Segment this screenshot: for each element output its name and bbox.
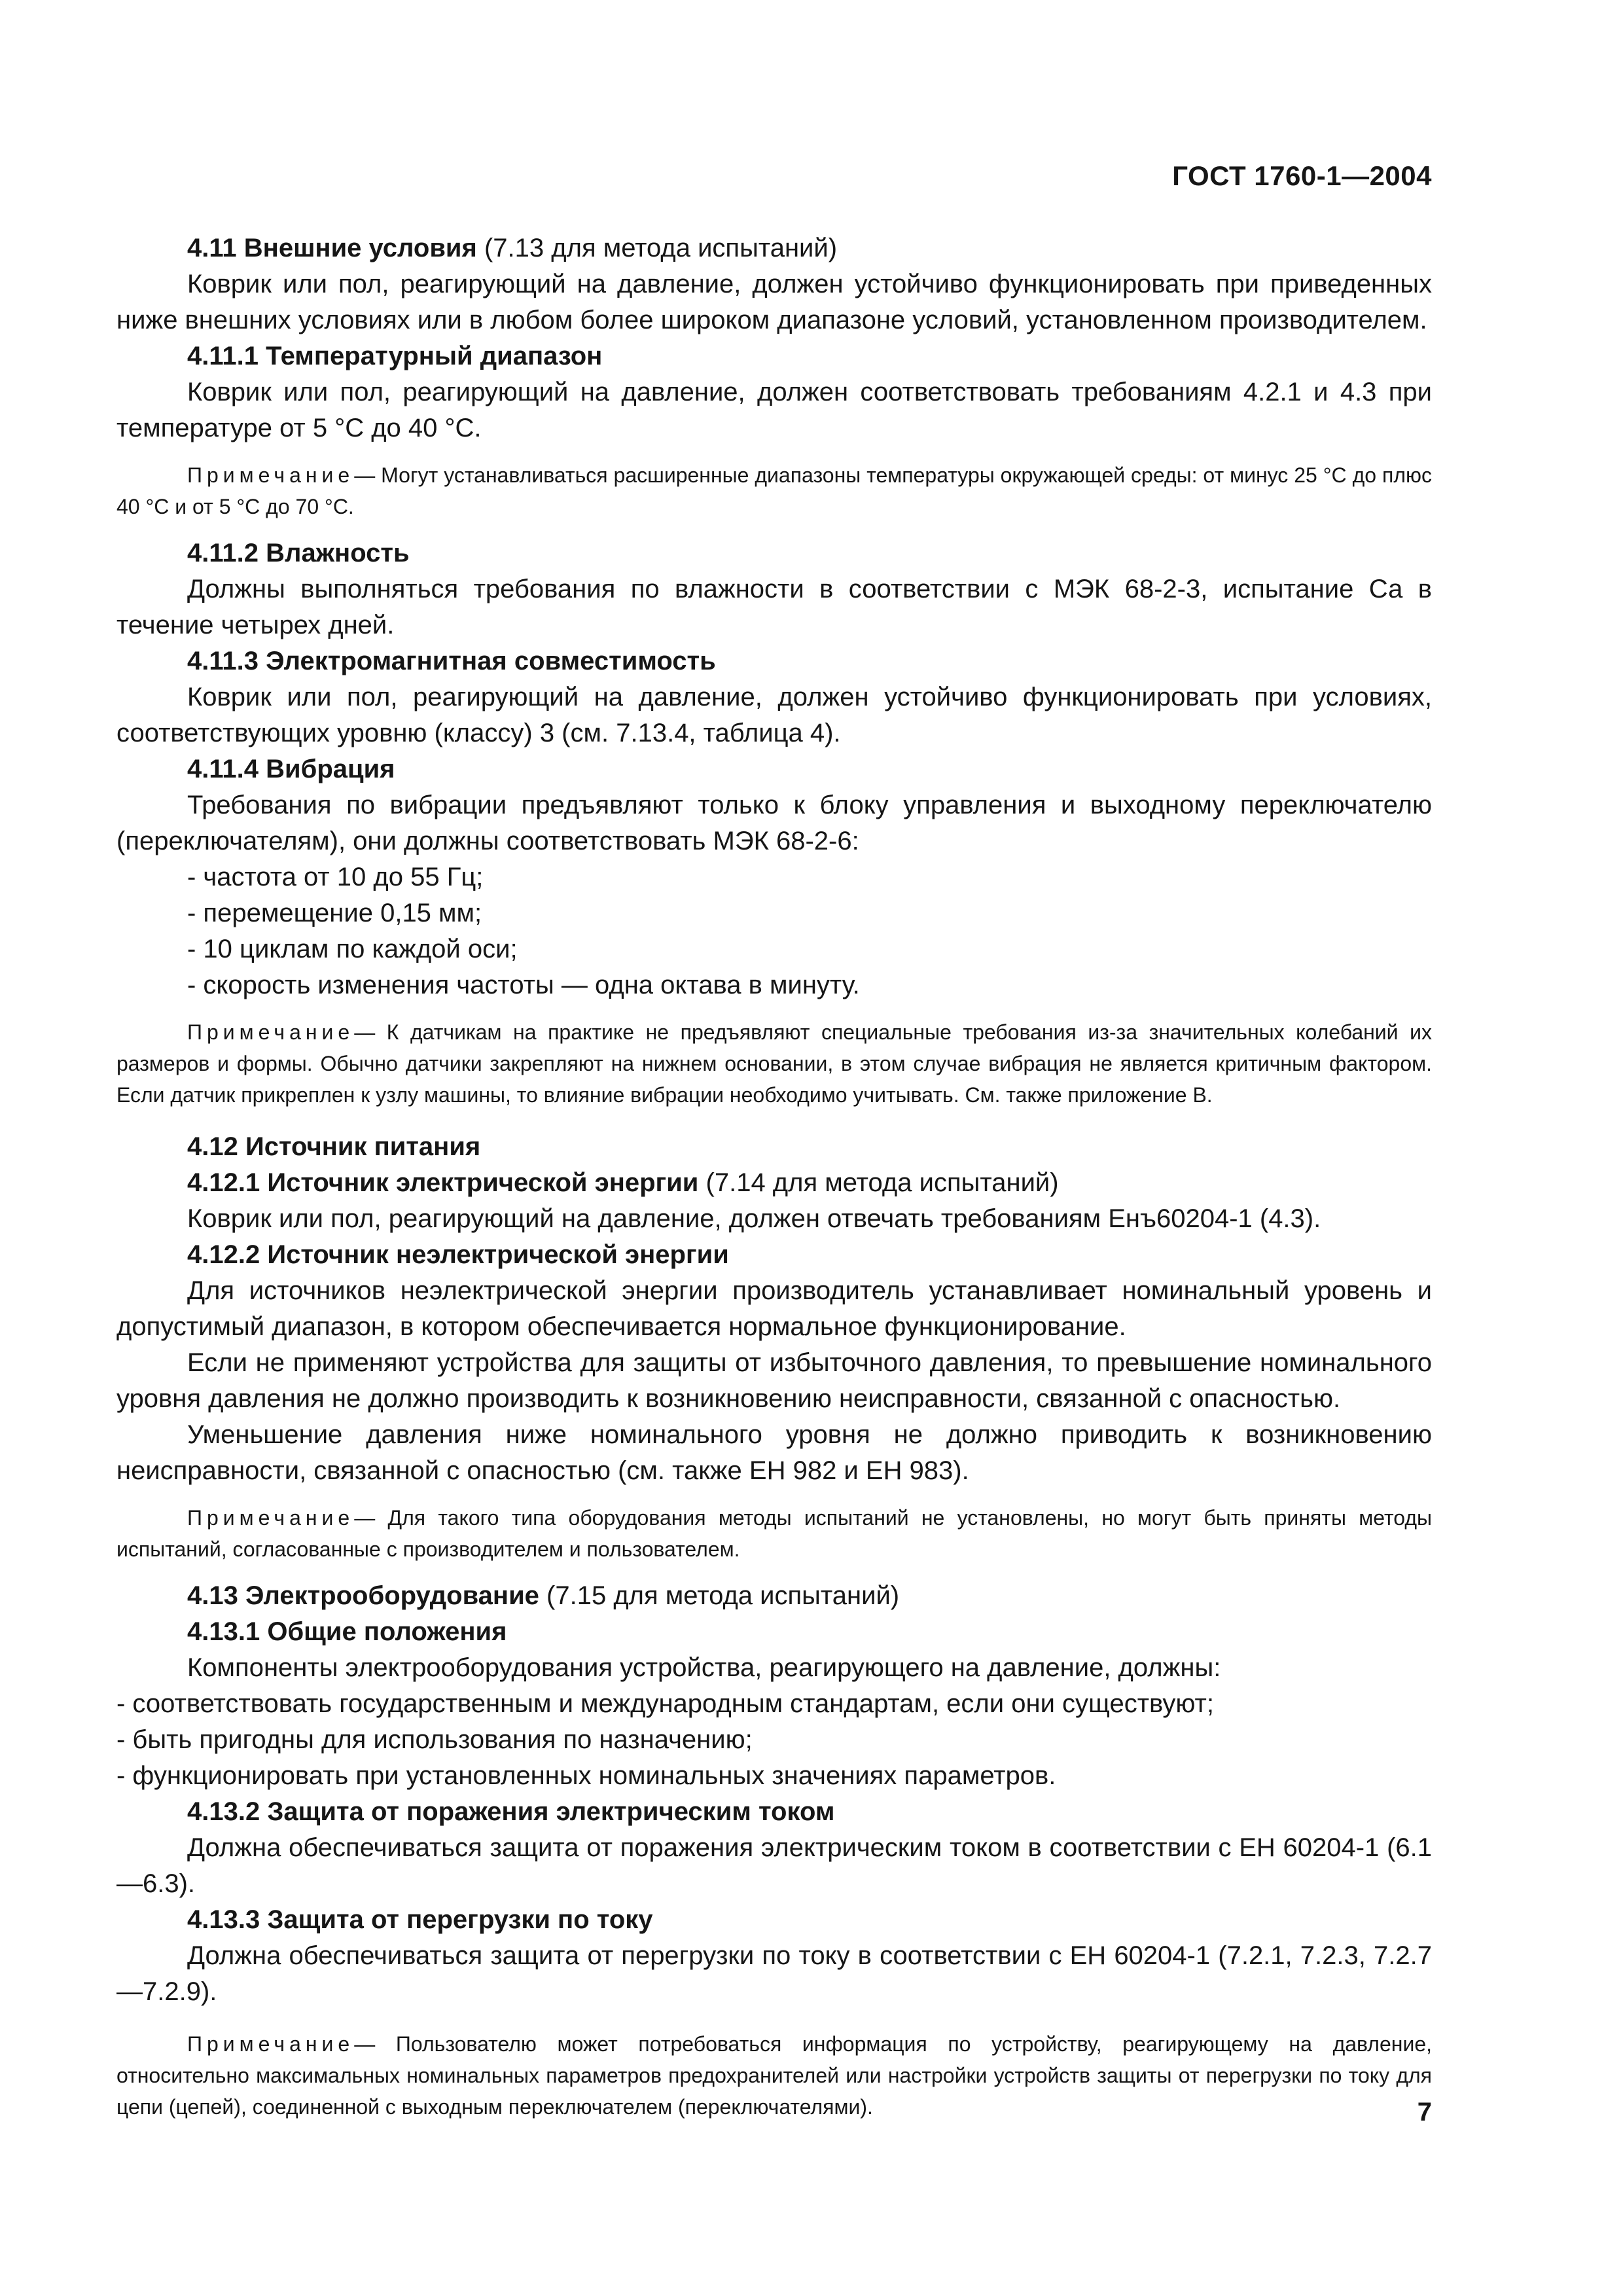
paragraph: Требования по вибрации предъявляют только к блоку управления и выходному переключателю (переключателям), они должны соответствовать МЭК 68-2-6: [116, 791, 1432, 855]
section-4-12-heading [116, 1129, 1432, 1165]
section-4-11-3-heading [116, 643, 1432, 679]
list-item: - быть пригодны для использования по назначению; [116, 1725, 753, 1754]
section-ref: (7.15 для метода испытаний) [546, 1581, 900, 1610]
note [116, 459, 1432, 522]
section-title: Электромагнитная совместимость [266, 647, 716, 675]
section-title: Источник питания [245, 1132, 481, 1161]
page-number: 7 [1417, 2098, 1432, 2126]
section-title: Общие положения [267, 1617, 507, 1646]
list-item: - скорость изменения частоты — одна октава в минуту. [187, 971, 860, 999]
section-number: 4.11.2 [187, 539, 259, 567]
section-number: 4.12 [187, 1132, 238, 1161]
section-number: 4.11.1 [187, 342, 259, 370]
section-title: Защита от поражения электрическим током [267, 1797, 835, 1826]
section-4-13-3-heading [116, 1902, 1432, 1938]
section-4-13-heading [116, 1578, 1432, 1614]
paragraph: Коврик или пол, реагирующий на давление, должен устойчиво функционировать при условиях, соответствующих уровню (классу) 3 (см. 7.13.4, таблица 4). [116, 683, 1432, 747]
note-label: Примечание [187, 1506, 355, 1530]
section-title: Электрооборудование [245, 1581, 539, 1610]
list-item: - соответствовать государственным и международным стандартам, если они существуют; [116, 1689, 1214, 1718]
note-text: — Пользователю может потребоваться информация по устройству, реагирующему на давление, относительно максимальных номинальных параметров предохранителей или настройки устройств защиты от перегрузки по току для цепи (цепей), соединенной с выходным переключателем (переключателями). [116, 2032, 1432, 2119]
section-number: 4.13.2 [187, 1797, 260, 1826]
list-item: - 10 циклам по каждой оси; [187, 935, 518, 963]
section-title: Защита от перегрузки по току [267, 1905, 653, 1934]
section-number: 4.13.1 [187, 1617, 260, 1646]
note-label: Примечание [187, 2032, 355, 2056]
list-item: - частота от 10 до 55 Гц; [187, 863, 484, 891]
section-4-11-4-heading [116, 751, 1432, 787]
note [116, 1016, 1432, 1111]
note-label: Примечание [187, 463, 355, 487]
section-number: 4.13 [187, 1581, 238, 1610]
note [116, 1502, 1432, 1565]
section-title: Источник неэлектрической энергии [267, 1240, 729, 1269]
paragraph: Для источников неэлектрической энергии производитель устанавливает номинальный уровень и допустимый диапазон, в котором обеспечивается нормальное функционирование. [116, 1276, 1432, 1341]
section-4-11-1-heading [116, 338, 1432, 374]
section-title: Температурный диапазон [266, 342, 603, 370]
paragraph: Должны выполняться требования по влажности в соответствии с МЭК 68-2-3, испытание Са в течение четырех дней. [116, 575, 1432, 639]
paragraph: Коврик или пол, реагирующий на давление, должен отвечать требованиям Енъ60204-1 (4.3). [187, 1204, 1321, 1233]
note-text: — Для такого типа оборудования методы испытаний не установлены, но могут быть приняты методы испытаний, согласованные с производителем и пользователем. [116, 1506, 1432, 1561]
section-number: 4.13.3 [187, 1905, 260, 1934]
section-number: 4.11.4 [187, 755, 259, 783]
section-ref: (7.13 для метода испытаний) [484, 234, 838, 262]
section-title: Источник электрической энергии [267, 1168, 699, 1197]
list-item: - перемещение 0,15 мм; [187, 899, 482, 927]
section-4-12-2-heading [116, 1237, 1432, 1273]
section-number: 4.12.2 [187, 1240, 260, 1269]
section-4-13-1-heading [116, 1614, 1432, 1650]
section-title: Внешние условия [243, 234, 477, 262]
paragraph: Если не применяют устройства для защиты от избыточного давления, то превышение номинального уровня давления не должно производить к возникновению неисправности, связанной с опасностью. [116, 1348, 1432, 1413]
section-number: 4.11 [187, 234, 237, 262]
note-text: — К датчикам на практике не предъявляют специальные требования из-за значительных колебаний их размеров и формы. Обычно датчики закрепляют на нижнем основании, в этом случае вибрация не является критичным фактором. Если датчик прикреплен к узлу машины, то влияние вибрации необходимо учитывать. См. также приложение В. [116, 1020, 1432, 1107]
document-body [116, 230, 1432, 2123]
note [116, 2028, 1432, 2123]
section-title: Вибрация [266, 755, 395, 783]
note-label: Примечание [187, 1020, 355, 1044]
paragraph: Коврик или пол, реагирующий на давление, должен соответствовать требованиям 4.2.1 и 4.3 при температуре от 5 °C до 40 °C. [116, 378, 1432, 442]
section-4-12-1-heading [116, 1165, 1432, 1201]
section-4-13-2-heading [116, 1794, 1432, 1830]
section-4-11-heading [116, 230, 1432, 266]
section-number: 4.11.3 [187, 647, 259, 675]
document-header: ГОСТ 1760-1—2004 [1172, 160, 1432, 191]
list-item: - функционировать при установленных номинальных значениях параметров. [116, 1761, 1056, 1790]
section-title: Влажность [266, 539, 410, 567]
paragraph: Должна обеспечиваться защита от поражения электрическим током в соответствии с ЕН 60204-1 (6.1—6.3). [116, 1833, 1432, 1898]
section-number: 4.12.1 [187, 1168, 260, 1197]
paragraph: Компоненты электрооборудования устройства, реагирующего на давление, должны: [187, 1653, 1221, 1682]
paragraph: Уменьшение давления ниже номинального уровня не должно приводить к возникновению неисправности, связанной с опасностью (см. также ЕН 982 и ЕН 983). [116, 1420, 1432, 1485]
section-ref: (7.14 для метода испытаний) [705, 1168, 1059, 1197]
paragraph: Коврик или пол, реагирующий на давление, должен устойчиво функционировать при приведенных ниже внешних условиях или в любом более широком диапазоне условий, установленном производителем. [116, 270, 1432, 334]
section-4-11-2-heading [116, 535, 1432, 571]
note-text: — Могут устанавливаться расширенные диапазоны температуры окружающей среды: от минус 25 °C до плюс 40 °C и от 5 °C до 70 °C. [116, 463, 1432, 518]
paragraph: Должна обеспечиваться защита от перегрузки по току в соответствии с ЕН 60204-1 (7.2.1, 7.2.3, 7.2.7—7.2.9). [116, 1941, 1432, 2006]
